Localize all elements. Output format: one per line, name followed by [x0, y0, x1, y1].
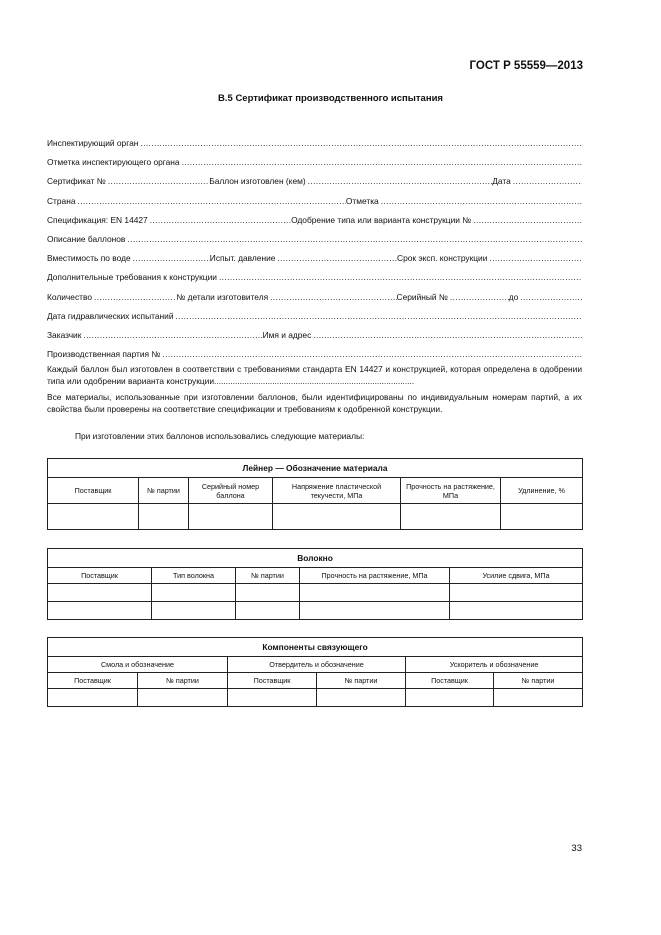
column-header: Поставщик [48, 673, 138, 689]
field-label-country: Страна [47, 195, 76, 206]
liner-table-title: Лейнер — Обозначение материала [48, 459, 583, 478]
field-label-manufacturer: Баллон изготовлен (кем) [209, 176, 306, 187]
field-label-serial-from: Серийный № [396, 291, 448, 302]
fiber-table [47, 548, 583, 620]
fill-line[interactable] [313, 330, 582, 340]
field-row [47, 176, 582, 195]
fill-line[interactable] [270, 292, 396, 302]
fill-line[interactable] [162, 349, 582, 359]
table-cell[interactable] [317, 689, 406, 707]
field-label-cylinder-description: Описание баллонов [47, 233, 126, 244]
table-cell[interactable] [48, 584, 152, 602]
section-title: В.5 Сертификат производственного испытания [218, 93, 443, 104]
field-label-test-pressure: Испыт. давление [209, 253, 276, 264]
binder-table-title: Компоненты связующего [48, 638, 583, 657]
column-header: № партии [317, 673, 406, 689]
table-cell[interactable] [450, 584, 583, 602]
field-label-mark: Отметка [345, 195, 379, 206]
table-cell[interactable] [501, 504, 583, 530]
fill-line[interactable] [182, 157, 582, 167]
table-cell[interactable] [228, 689, 317, 707]
field-label-inspection-body: Инспектирующий орган [47, 138, 139, 148]
table-cell[interactable] [48, 689, 138, 707]
column-header: Поставщик [48, 568, 152, 584]
field-label-certificate-no: Сертификат № [47, 176, 106, 187]
fill-line[interactable] [381, 196, 582, 206]
field-label-quantity: Количество [47, 291, 92, 302]
field-label-specification: Спецификация: EN 14427 [47, 214, 148, 225]
materials-paragraph: Все материалы, использованные при изготовлении баллонов, были идентифицированы по индивидуальным номерам партий, а их свойства были проверены на соответствие спецификации и требованиям к одобренной конструкции. [47, 392, 582, 414]
table-row [48, 689, 583, 707]
table-cell[interactable] [152, 602, 236, 620]
field-label-date: Дата [492, 176, 511, 187]
fill-line[interactable] [94, 292, 176, 302]
fill-line[interactable] [473, 215, 582, 225]
field-row [47, 311, 582, 330]
column-header: Прочность на растяжение, МПа [300, 568, 450, 584]
field-label-customer: Заказчик [47, 329, 82, 340]
fill-line[interactable] [150, 215, 291, 225]
table-row [48, 584, 583, 602]
column-header: Тип волокна [152, 568, 236, 584]
table-cell[interactable] [48, 602, 152, 620]
column-header: Поставщик [48, 478, 139, 504]
binder-table [47, 637, 583, 707]
fill-line[interactable] [176, 311, 583, 321]
compliance-text: Каждый баллон был изготовлен в соответствии с требованиями стандарта EN 14427 и конструкцией, которая определена в одобрении типа или одобрении варианта конструкции [47, 364, 582, 386]
page-number: 33 [571, 843, 582, 854]
field-label-water-capacity: Вместимость по воде [47, 253, 131, 264]
field-label-production-batch: Производственная партия № [47, 349, 161, 360]
fill-line[interactable] [277, 253, 397, 263]
table-cell[interactable] [300, 584, 450, 602]
fill-line[interactable] [489, 253, 582, 263]
fill-line[interactable] [133, 253, 210, 263]
fill-line[interactable] [450, 292, 509, 302]
column-header: Серийный номер баллона [189, 478, 273, 504]
field-label-inspection-mark: Отметка инспектирующего органа [47, 157, 180, 168]
field-row [47, 157, 582, 176]
field-row [47, 234, 582, 253]
table-cell[interactable] [300, 602, 450, 620]
field-row [47, 253, 582, 272]
table-row [48, 504, 583, 530]
compliance-paragraph [47, 364, 582, 387]
column-header: № партии [236, 568, 300, 584]
fill-line[interactable] [140, 138, 582, 148]
fill-line[interactable]: ...................................................................................... [214, 375, 415, 386]
materials-intro: При изготовлении этих баллонов использовались следующие материалы: [75, 431, 365, 441]
column-header: Прочность на растяжение, МПа [401, 478, 501, 504]
field-label-hydraulic-test-date: Дата гидравлических испытаний [47, 310, 174, 321]
column-header: Усилие сдвига, МПа [450, 568, 583, 584]
table-cell[interactable] [494, 689, 583, 707]
group-header: Смола и обозначение [48, 657, 228, 673]
field-label-additional-requirements: Дополнительные требования к конструкции [47, 272, 217, 283]
table-cell[interactable] [189, 504, 273, 530]
fiber-table-title: Волокно [48, 549, 583, 568]
certificate-fields [47, 138, 582, 368]
field-row [47, 215, 582, 234]
group-header: Ускоритель и обозначение [406, 657, 583, 673]
field-label-design-life: Срок эксп. конструкции [397, 253, 488, 264]
table-cell[interactable] [138, 689, 228, 707]
column-header: Поставщик [406, 673, 494, 689]
field-label-type-approval: Одобрение типа или варианта конструкции № [291, 214, 472, 225]
field-row [47, 138, 582, 157]
fill-line[interactable] [127, 234, 582, 244]
table-cell[interactable] [401, 504, 501, 530]
field-row [47, 272, 582, 291]
fill-line[interactable] [83, 330, 262, 340]
column-header: № партии [494, 673, 583, 689]
table-cell[interactable] [152, 584, 236, 602]
fill-line[interactable] [513, 176, 582, 186]
column-header: № партии [138, 673, 228, 689]
table-row [48, 602, 583, 620]
field-row [47, 196, 582, 215]
liner-table [47, 458, 583, 530]
field-row [47, 330, 582, 349]
column-header: Напряжение пластической текучести, МПа [273, 478, 401, 504]
field-label-serial-to: до [508, 291, 519, 302]
fill-line[interactable] [520, 292, 582, 302]
table-cell[interactable] [139, 504, 189, 530]
fill-line[interactable] [219, 272, 582, 282]
table-cell[interactable] [273, 504, 401, 530]
table-cell[interactable] [236, 602, 300, 620]
field-label-part-number: № детали изготовителя [176, 291, 269, 302]
table-cell[interactable] [48, 504, 139, 530]
table-cell[interactable] [450, 602, 583, 620]
fill-line[interactable] [77, 196, 345, 206]
document-id: ГОСТ Р 55559—2013 [469, 60, 583, 72]
fill-line[interactable] [108, 176, 210, 186]
column-header: Поставщик [228, 673, 317, 689]
field-row [47, 292, 582, 311]
table-cell[interactable] [406, 689, 494, 707]
group-header: Отвердитель и обозначение [228, 657, 406, 673]
field-label-name-address: Имя и адрес [262, 329, 312, 340]
fill-line[interactable] [308, 176, 493, 186]
column-header: Удлинение, % [501, 478, 583, 504]
table-cell[interactable] [236, 584, 300, 602]
column-header: № партии [139, 478, 189, 504]
